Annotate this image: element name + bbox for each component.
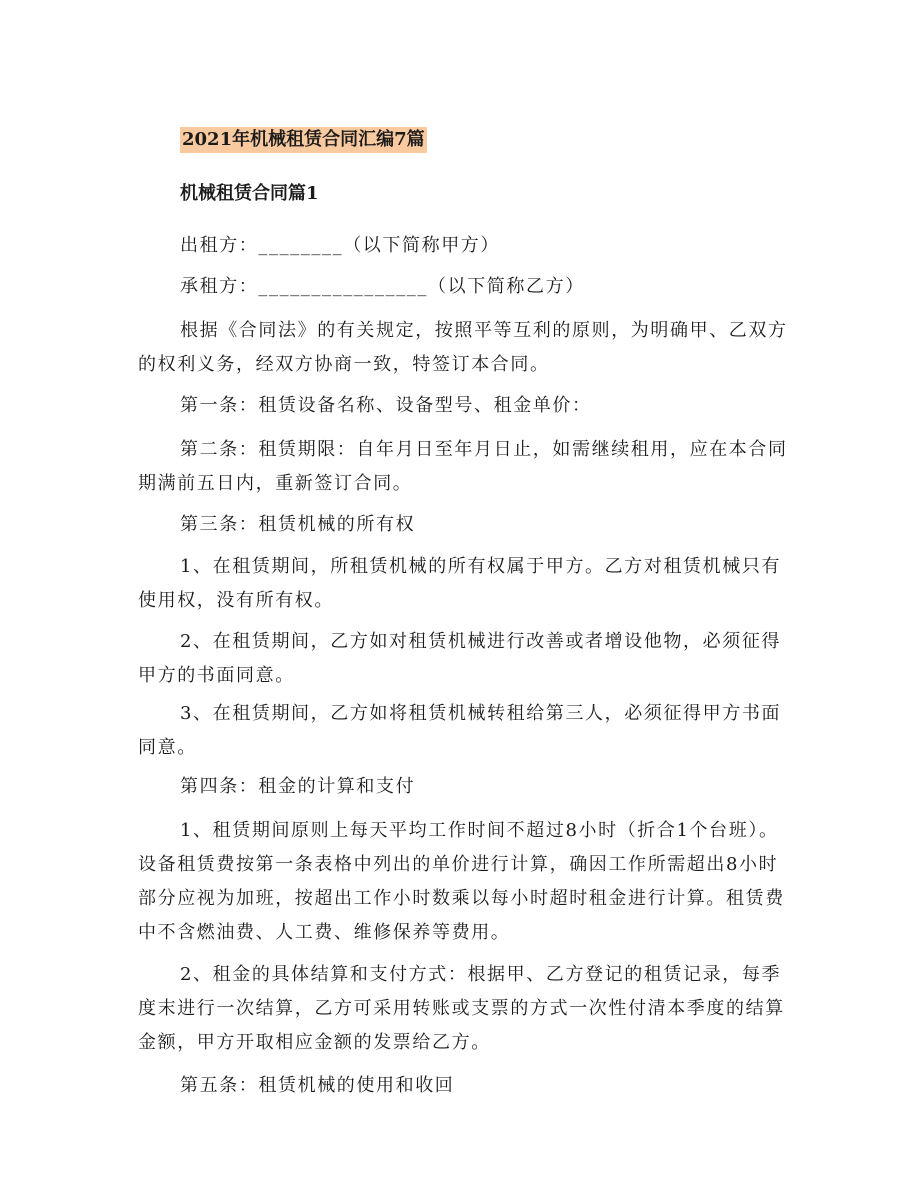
- document-title: 2021年机械租赁合同汇编7篇: [180, 127, 427, 153]
- article-1-heading: 第一条：租赁设备名称、设备型号、租金单价：: [180, 395, 592, 416]
- article-3-heading: 第三条：租赁机械的所有权: [180, 514, 416, 535]
- section-title: 机械租赁合同篇1: [180, 183, 319, 204]
- article-3-item-1: 1、在租赁期间，所租赁机械的所有权属于甲方。乙方对租赁机械只有使用权，没有所有权。: [138, 556, 782, 611]
- article-3-item-3: 3、在租赁期间，乙方如将租赁机械转租给第三人，必须征得甲方书面同意。: [138, 703, 782, 758]
- article-3-item-2: 2、在租赁期间，乙方如对租赁机械进行改善或者增设他物，必须征得甲方的书面同意。: [138, 631, 782, 686]
- article-4-heading: 第四条：租金的计算和支付: [180, 776, 416, 797]
- article-4-item-1: 1、租赁期间原则上每天平均工作时间不超过8小时（折合1个台班）。设备租赁费按第一条表格中列出的单价进行计算，确因工作所需超出8小时部分应视为加班，按超出工作小时数乘以每小时超时租金进行计算。租赁费中不含燃油费、人工费、维修保养等费用。: [138, 820, 785, 943]
- lessor-line: 出租方：________（以下简称甲方）: [180, 235, 500, 256]
- article-4-item-2: 2、租金的具体结算和支付方式：根据甲、乙方登记的租赁记录，每季度末进行一次结算，乙方可采用转账或支票的方式一次性付清本季度的结算金额，甲方开取相应金额的发票给乙方。: [138, 964, 785, 1053]
- article-2-paragraph: 第二条：租赁期限：自年月日至年月日止，如需继续租用，应在本合同期满前五日内，重新签订合同。: [138, 439, 788, 494]
- article-5-heading: 第五条：租赁机械的使用和收回: [180, 1075, 455, 1096]
- preamble-paragraph: 根据《合同法》的有关规定，按照平等互利的原则，为明确甲、乙双方的权利义务，经双方协商一致，特签订本合同。: [138, 320, 788, 375]
- lessee-line: 承租方：________________（以下简称乙方）: [180, 276, 585, 297]
